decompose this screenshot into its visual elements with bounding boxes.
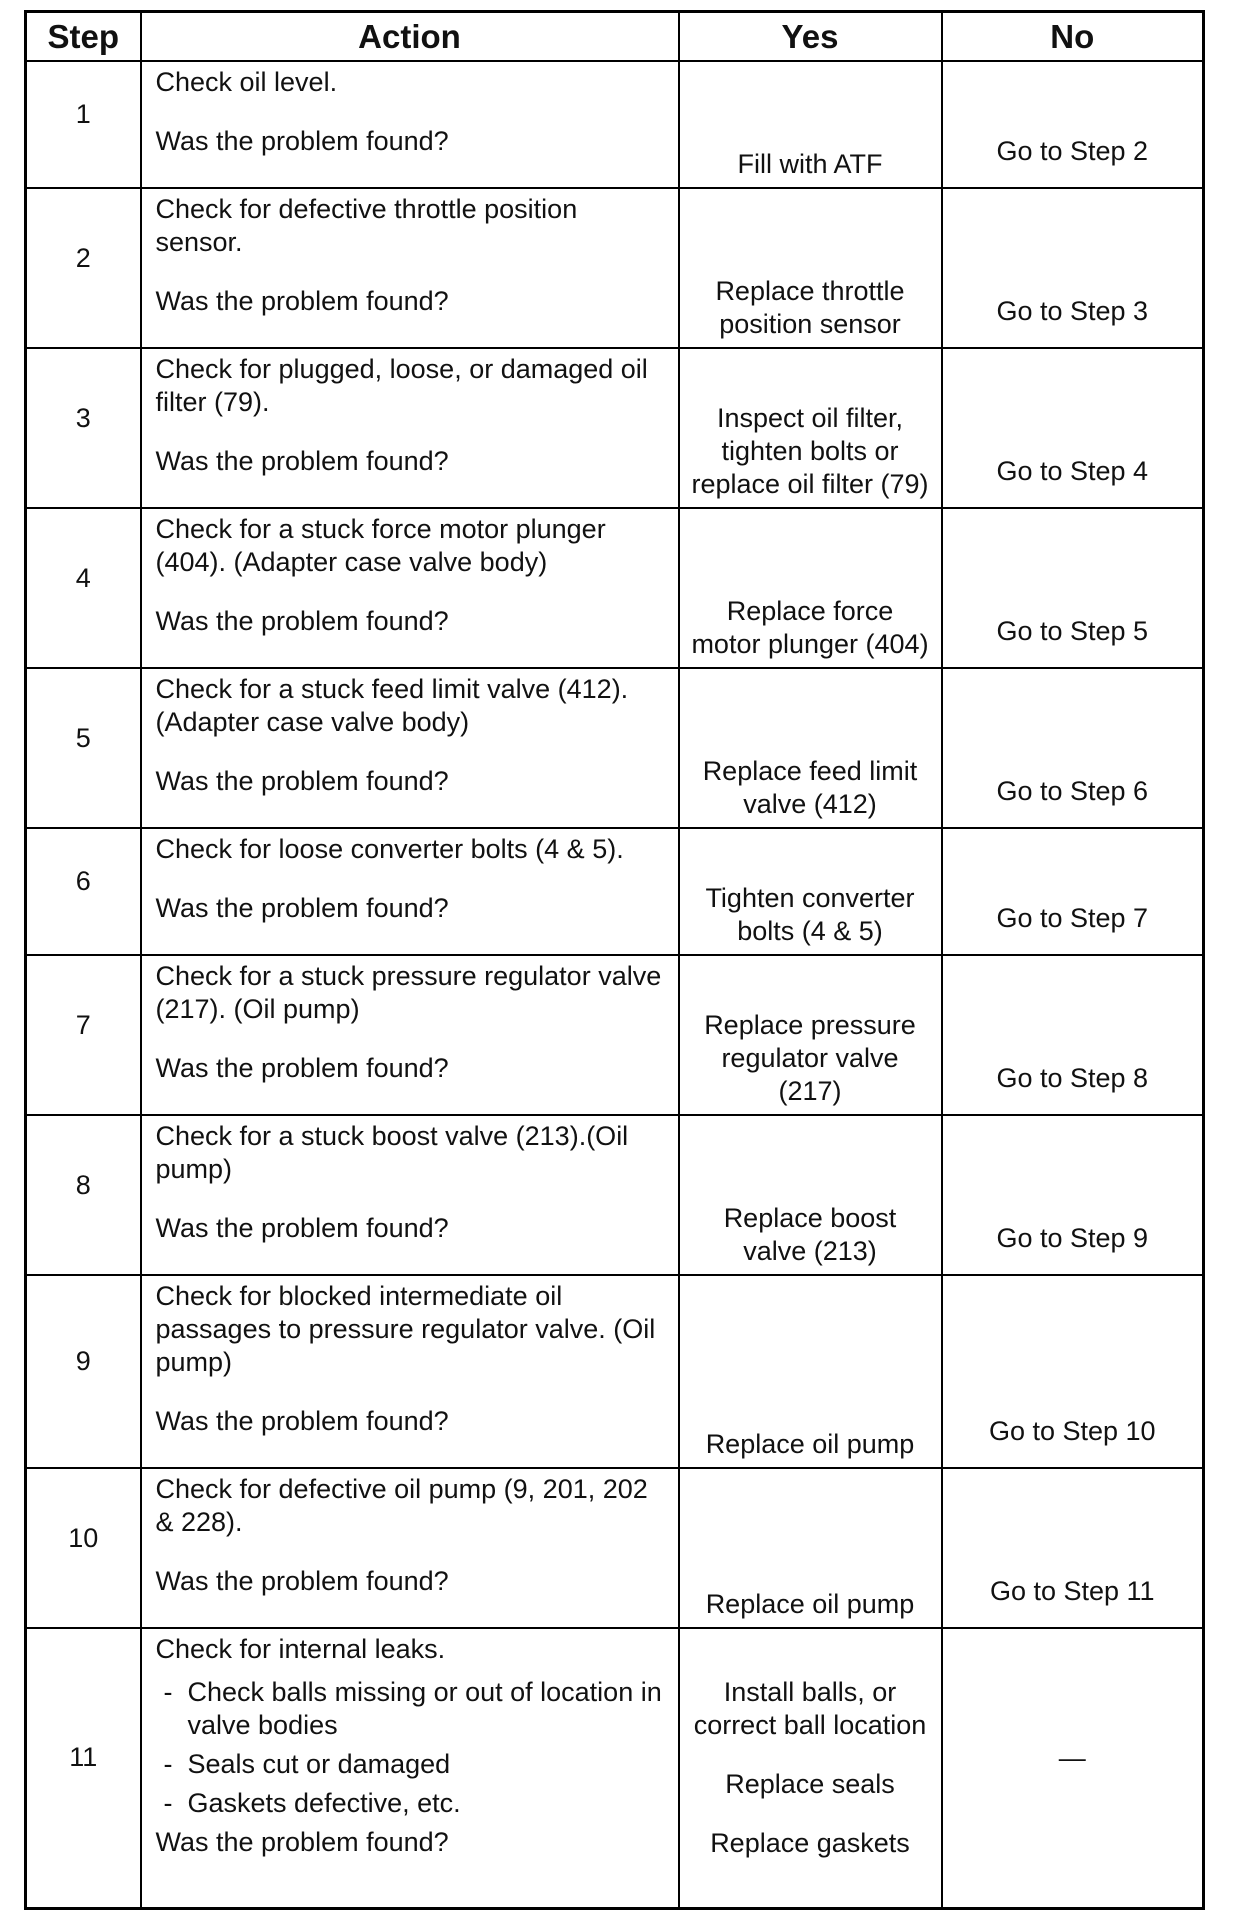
- action-cell: [141, 508, 679, 668]
- action-question: Was the problem found?: [155, 606, 449, 636]
- action-bullet: - Gaskets defective, etc.: [156, 1787, 670, 1820]
- yes-cell: Replace force motor plunger (404): [679, 508, 942, 668]
- table-row: [26, 828, 1204, 955]
- table-row: [26, 61, 1204, 188]
- header-yes: Yes: [679, 12, 942, 62]
- no-cell: Go to Step 10: [942, 1275, 1204, 1468]
- table-row: [26, 1628, 1204, 1908]
- diagnosis-table: [24, 10, 1205, 1910]
- action-check: Check for defective throttle position sensor.: [155, 194, 578, 257]
- action-question: Was the problem found?: [155, 893, 449, 923]
- action-question: Was the problem found?: [155, 126, 449, 156]
- no-cell: [942, 1628, 1204, 1908]
- step-cell: [26, 188, 141, 348]
- yes-cell: [679, 1628, 942, 1908]
- action-check: Check for plugged, loose, or damaged oil filter (79).: [155, 354, 648, 417]
- action-question: Was the problem found?: [155, 1213, 449, 1243]
- yes-cell: Tighten converter bolts (4 & 5): [679, 828, 942, 955]
- action-question: Was the problem found?: [155, 1827, 449, 1857]
- action-cell: [141, 1628, 679, 1908]
- table-row: [26, 348, 1204, 508]
- table-row: [26, 668, 1204, 828]
- step-cell: [26, 668, 141, 828]
- action-question: Was the problem found?: [155, 766, 449, 796]
- yes-cell: Fill with ATF: [679, 61, 942, 188]
- yes-cell: Replace throttle position sensor: [679, 188, 942, 348]
- step-number: 2: [75, 242, 91, 273]
- step-cell: [26, 348, 141, 508]
- no-dash: —: [1058, 1742, 1086, 1773]
- no-cell: Go to Step 11: [942, 1468, 1204, 1628]
- step-cell: [26, 828, 141, 955]
- no-cell: Go to Step 9: [942, 1115, 1204, 1275]
- action-check: Check for a stuck force motor plunger (404). (Adapter case valve body): [155, 514, 606, 577]
- step-number: 11: [69, 1742, 98, 1773]
- table-row: [26, 188, 1204, 348]
- step-cell: [26, 61, 141, 188]
- step-number: 6: [75, 866, 91, 896]
- no-cell: Go to Step 4: [942, 348, 1204, 508]
- action-check: Check for loose converter bolts (4 & 5).: [155, 834, 624, 864]
- action-bullet: - Seals cut or damaged: [156, 1748, 670, 1781]
- action-cell: [141, 955, 679, 1115]
- yes-item: Replace gaskets: [710, 1827, 910, 1858]
- header-step: Step: [26, 12, 141, 62]
- step-cell: [26, 1275, 141, 1468]
- action-question: Was the problem found?: [155, 446, 449, 476]
- step-number: 1: [75, 99, 91, 129]
- table-row: [26, 1468, 1204, 1628]
- yes-cell: Inspect oil filter, tighten bolts or replace oil filter (79): [679, 348, 942, 508]
- action-question: Was the problem found?: [155, 1406, 449, 1436]
- table-row: [26, 1275, 1204, 1468]
- action-bullet-list: [156, 1676, 670, 1820]
- action-cell: [141, 1468, 679, 1628]
- table-row: [26, 1115, 1204, 1275]
- no-cell: Go to Step 7: [942, 828, 1204, 955]
- step-number: 4: [75, 562, 91, 593]
- action-cell: [141, 188, 679, 348]
- step-number: 10: [68, 1522, 99, 1553]
- step-cell: [26, 1628, 141, 1908]
- action-cell: [141, 61, 679, 188]
- action-cell: [141, 1275, 679, 1468]
- step-cell: [26, 955, 141, 1115]
- no-cell: Go to Step 3: [942, 188, 1204, 348]
- header-action: Action: [141, 12, 679, 62]
- action-cell: [141, 1115, 679, 1275]
- yes-item: Replace seals: [725, 1768, 895, 1799]
- action-cell: [141, 828, 679, 955]
- action-question: Was the problem found?: [155, 1053, 449, 1083]
- table-row: [26, 508, 1204, 668]
- action-check: Check for internal leaks.: [155, 1634, 446, 1664]
- action-check: Check for blocked intermediate oil passages to pressure regulator valve. (Oil pump): [155, 1281, 656, 1377]
- action-question: Was the problem found?: [155, 286, 449, 316]
- step-number: 7: [75, 1009, 91, 1040]
- action-check: Check for defective oil pump (9, 201, 202 & 228).: [155, 1474, 648, 1537]
- step-number: 9: [75, 1346, 91, 1376]
- step-cell: [26, 1115, 141, 1275]
- action-check: Check for a stuck feed limit valve (412). (Adapter case valve body): [155, 674, 629, 737]
- header-row: [26, 12, 1204, 62]
- action-check: Check for a stuck pressure regulator valve (217). (Oil pump): [155, 961, 662, 1024]
- no-cell: Go to Step 2: [942, 61, 1204, 188]
- step-cell: [26, 508, 141, 668]
- no-cell: Go to Step 8: [942, 955, 1204, 1115]
- action-check: Check for a stuck boost valve (213).(Oil pump): [155, 1121, 629, 1184]
- step-number: 8: [75, 1169, 91, 1200]
- no-cell: Go to Step 6: [942, 668, 1204, 828]
- yes-cell: Replace oil pump: [679, 1275, 942, 1468]
- action-question: Was the problem found?: [155, 1566, 449, 1596]
- yes-item: Install balls, or correct ball location: [693, 1676, 927, 1740]
- diagnosis-table-wrapper: [24, 10, 1205, 1910]
- step-number: 3: [75, 402, 91, 433]
- action-check: Check oil level.: [155, 67, 338, 97]
- step-number: 5: [75, 722, 91, 753]
- yes-cell: Replace oil pump: [679, 1468, 942, 1628]
- table-row: [26, 955, 1204, 1115]
- step-cell: [26, 1468, 141, 1628]
- no-cell: Go to Step 5: [942, 508, 1204, 668]
- yes-cell: Replace boost valve (213): [679, 1115, 942, 1275]
- action-cell: [141, 348, 679, 508]
- header-no: No: [942, 12, 1204, 62]
- action-cell: [141, 668, 679, 828]
- action-bullet: - Check balls missing or out of location in valve bodies: [156, 1676, 670, 1742]
- yes-cell: Replace pressure regulator valve (217): [679, 955, 942, 1115]
- yes-cell: Replace feed limit valve (412): [679, 668, 942, 828]
